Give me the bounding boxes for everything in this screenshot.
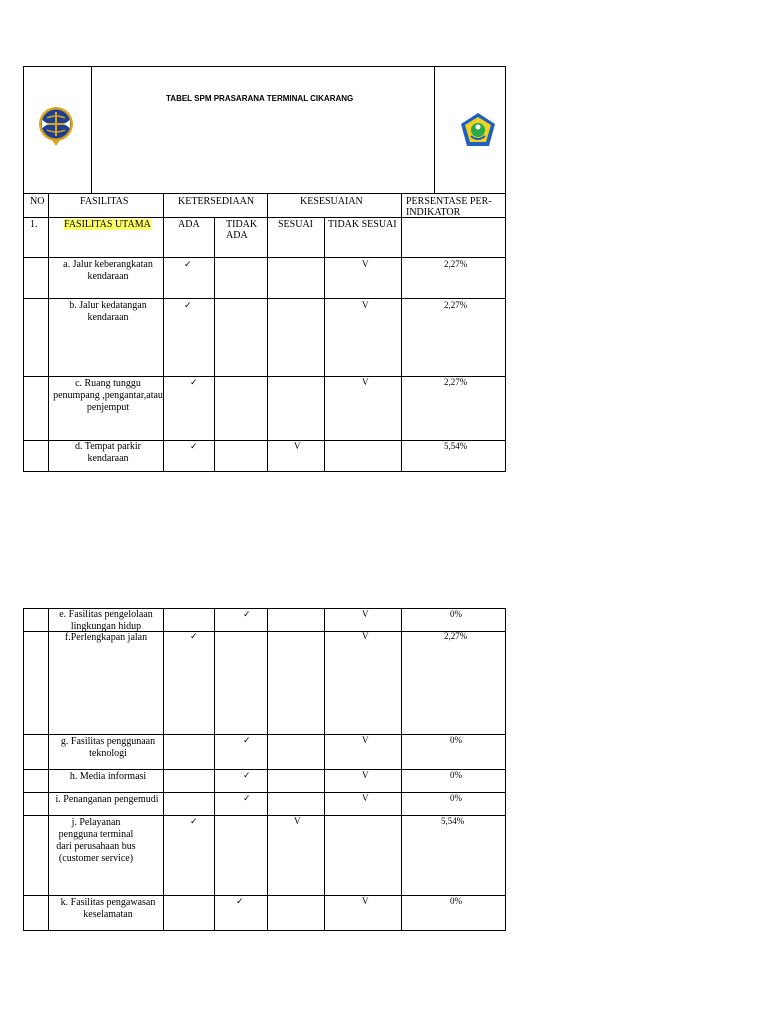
row-d-label: d. Tempat parkir kendaraan [74, 441, 142, 464]
row-a-ada: ✓ [184, 259, 192, 269]
row-h-persen: 0% [450, 770, 462, 780]
row-c-tidak-sesuai: V [362, 377, 369, 387]
row-g-persen: 0% [450, 735, 462, 745]
section-label: FASILITAS UTAMA [64, 219, 151, 230]
header-ada: ADA [178, 219, 200, 230]
row-a-persen: 2,27% [444, 259, 468, 269]
row-h-label: h. Media informasi [69, 771, 147, 782]
row-b-tidak-sesuai: V [362, 300, 369, 310]
row-i-tidak-sesuai: V [362, 793, 369, 803]
header-tidak-sesuai: TIDAK SESUAI [328, 219, 397, 230]
row-d-sesuai: V [294, 441, 301, 451]
row-b-persen: 2,27% [444, 300, 468, 310]
row-h-tidak-sesuai: V [362, 770, 369, 780]
row-f-persen: 2,27% [444, 631, 468, 641]
page-title: TABEL SPM PRASARANA TERMINAL CIKARANG [166, 94, 354, 103]
row-f-label: f.Perlengkapan jalan [64, 632, 148, 643]
row-e-tidak-ada: ✓ [243, 609, 251, 619]
row-i-label: i. Penanganan pengemudi [55, 794, 159, 805]
row-a-tidak-sesuai: V [362, 259, 369, 269]
row-d-ada: ✓ [190, 441, 198, 451]
row-f-ada: ✓ [190, 631, 198, 641]
regency-emblem-icon [459, 112, 497, 148]
row-j-persen: 5,54% [441, 816, 465, 826]
row-f-tidak-sesuai: V [362, 631, 369, 641]
row-c-ada: ✓ [190, 377, 198, 387]
row-g-tidak-ada: ✓ [243, 735, 251, 745]
header-kesesuaian: KESESUAIAN [300, 196, 363, 207]
header-no: NO [30, 196, 45, 207]
row-c-label: c. Ruang tunggu penumpang ,pengantar,atau penjemput [53, 378, 163, 413]
row-b-label: b. Jalur kedatangan kendaraan [69, 300, 147, 323]
row-g-label: g. Fasilitas penggunaan teknologi [60, 736, 156, 759]
row-i-persen: 0% [450, 793, 462, 803]
row-j-ada: ✓ [190, 816, 198, 826]
row-k-persen: 0% [450, 896, 462, 906]
row-k-tidak-ada: ✓ [236, 896, 244, 906]
row-k-label: k. Fasilitas pengawasan keselamatan [60, 897, 156, 920]
row-e-label: e. Fasilitas pengelolaan lingkungan hidup [59, 609, 153, 632]
section-no: 1. [30, 219, 38, 230]
row-k-tidak-sesuai: V [362, 896, 369, 906]
row-b-ada: ✓ [184, 300, 192, 310]
row-j-sesuai: V [294, 816, 301, 826]
header-tidak-ada: TIDAK ADA [226, 219, 258, 241]
row-c-persen: 2,27% [444, 377, 468, 387]
row-i-tidak-ada: ✓ [243, 793, 251, 803]
row-a-label: a. Jalur keberangkatan kendaraan [63, 259, 153, 282]
row-j-label: j. Pelayanan pengguna terminal dari perusahaan bus (customer service) [56, 817, 136, 864]
header-sesuai: SESUAI [278, 219, 314, 230]
row-g-tidak-sesuai: V [362, 735, 369, 745]
ministry-transport-emblem-icon [36, 104, 76, 148]
row-d-persen: 5,54% [444, 441, 468, 451]
row-h-tidak-ada: ✓ [243, 770, 251, 780]
header-fasilitas: FASILITAS [80, 196, 129, 207]
row-e-persen: 0% [450, 609, 462, 619]
right-logo [459, 112, 497, 148]
row-e-tidak-sesuai: V [362, 609, 369, 619]
header-ketersediaan: KETERSEDIAAN [178, 196, 255, 207]
left-logo [36, 104, 76, 148]
header-persentase: PERSENTASE PER-INDIKATOR [406, 196, 492, 218]
